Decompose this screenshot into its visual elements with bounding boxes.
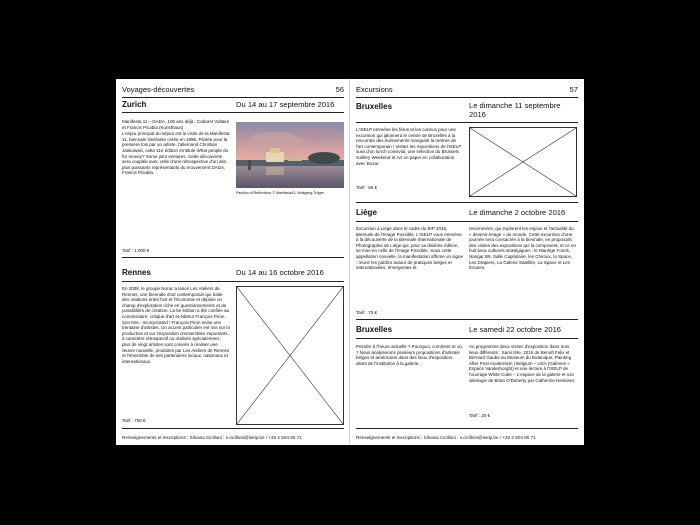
entry-body-col1: Excursion à Liège dans le cadre du BIP 2016, Biennale de l'Image Possible. L'ISELP vous emmène à la découverte de la Biennale Internationale de Photographie de Liège qui, pour sa dixième édition, se mue en celle de l'Image Possible. Sous cette appellation nouvelle, la manifestation affirme un signe : réunir les publics autour de pratiques belges et internationales, émergentes et (356, 226, 463, 271)
entry-date: Le dimanche 2 octobre 2016 (469, 208, 566, 217)
entry-date: Du 14 au 16 octobre 2016 (236, 268, 324, 277)
section-header: Voyages-découvertes (122, 85, 195, 94)
entry-date: Du 14 au 17 septembre 2016 (236, 100, 335, 109)
divider (122, 281, 344, 282)
divider (356, 221, 578, 222)
section-header: Excursions (356, 85, 393, 94)
page-footer: Renseignements et inscriptions : Silvana Cicilloni : s.cicilloni@iselp.be / +32 2 504 80 71 (356, 435, 536, 440)
lake-pavilion-photo (236, 122, 344, 188)
entry-city: Zurich (122, 100, 147, 109)
entry-text (122, 119, 230, 176)
entry-body-col1: Peindre à l'heure actuelle ? Pourquoi, comment et où ? Nous analyserons plusieurs propositions d'artistes belges et américains dans des lieux d'exposition allant de l'institution à la galerie… (356, 344, 462, 366)
left-page (116, 79, 350, 445)
photo-caption: Pavillon of Reflections © Manifesta11, Wolfgang Träger (236, 191, 324, 195)
entry-tarif: Tarif : 750 € (122, 418, 146, 423)
divider (122, 428, 344, 429)
entry-body: En 2008, le groupe Norac a lancé Les Ateliers de Rennes, une biennale d'art contemporain qui traite des relations entre l'art et l'économie et déploie un champ d'exploration riche en questionnements et de possibilités de création. La 5e édition a été confiée au commissaire, critique d'art et éditeur François Piron. Son titre : Incorporated ! François Piron invite une trentaine d'artistes. Un accent particulier est mis sur la production et sur l'exposition d'ensembles importants, à caractère rétrospectif ou réalisés spécialement ; plus de vingt artistes sont conviés à réaliser une œuvre nouvelle, produites par Les Ateliers de Rennes et l'ensemble de ses partenaires locaux, nationaux et internationaux. (122, 286, 230, 364)
divider (122, 257, 344, 258)
divider (356, 319, 578, 320)
entry-body-col2: renommées, qui explorent les enjeux et l'actualité du « devenir-image » du monde. Cette excursion d'une journée sera consacrée à la biennale, en proposant des visites des expositions qui la composent, et ce en huit lieux culturels stratégiques : le Manège Fonck, Hangar B9, Salle Capitulaire, les Chiroux, la Space, Les Drapiers, La Galerie Satellite, La Space et Les Écuries. (469, 226, 577, 271)
entry-tarif: Tarif : 1 000 € (122, 248, 150, 253)
entry-date: Le dimanche 11 septembre 2016 (469, 101, 561, 119)
entry-date: Le samedi 22 octobre 2016 (469, 325, 562, 334)
image-placeholder (469, 127, 577, 197)
right-page (350, 79, 584, 445)
divider (356, 338, 578, 339)
entry-tarif: Tarif : 55 € (356, 185, 378, 190)
divider (122, 112, 344, 113)
page-footer: Renseignements et inscriptions : Silvana Cicilloni : s.cicilloni@iselp.be / +32 2 504 80 71 (122, 435, 302, 440)
entry-tarif: Tarif : 70 € (356, 310, 378, 315)
divider (356, 122, 578, 123)
entry-lead: Manifesta 11 – DADA, 100 ans déjà : Cabaret Voltaire et Francis Picabia (Kunsthaus) (122, 119, 230, 130)
image-placeholder (236, 286, 344, 425)
entry-city: Bruxelles (356, 325, 393, 334)
entry-body-col2: Au programme deux visites d'exposition dans trois lieux différents : Sans titre, 2016 de Benoît Felix et Bernard Gaube au Museum du Botanique, Painting After Post-modernism | Belgium – USA (Galeries « Espace Vanderborght) et une lecture à l'ISELP de l'ouvrage White Cube – L'espace de la galerie et son idéologie de Brian O'Doherty par Catherine Henkinet. (469, 344, 576, 383)
page-number: 57 (569, 85, 578, 94)
right-running-header (356, 85, 578, 94)
entry-body: L'ISELP emmène les férus et les curieux pour une excursion qui jalonnera le centre de Bruxelles à la rencontre des événements marquant la rentrée de l'art contemporain ! Visitez les expositions de l'ISELP suivi d'un lunch convivial, une sélection du Brussels Gallery Weekend et Art on paper en collaboration avec Bozar. (356, 127, 462, 166)
entry-city: Bruxelles (356, 102, 393, 111)
zurich-photo (236, 122, 344, 188)
divider (122, 97, 344, 98)
left-running-header (122, 85, 344, 94)
image-placeholder-cross-icon (237, 287, 343, 424)
divider (356, 428, 578, 429)
entry-city: Liège (356, 208, 377, 217)
entry-city: Rennes (122, 268, 151, 277)
entry-tarif: Tarif : 20 € (469, 413, 491, 418)
image-placeholder-cross-icon (470, 128, 576, 196)
page-number: 56 (335, 85, 344, 94)
divider (356, 97, 578, 98)
divider (356, 202, 578, 203)
entry-body: L'enjeu principal du séjour est la visite de la Manifesta 11, biennale itinérante créée en 1996. Pilotée pour la première fois par un artiste, l'allemand Christian Jankowski, cette 11e édition s'intitule What people do for money? Some joint ventures. Cette découverte sera couplée avec celle d'une rétrospective d'un des plus puissants représentants du mouvement DADA, Francis Picabia. (122, 131, 230, 176)
